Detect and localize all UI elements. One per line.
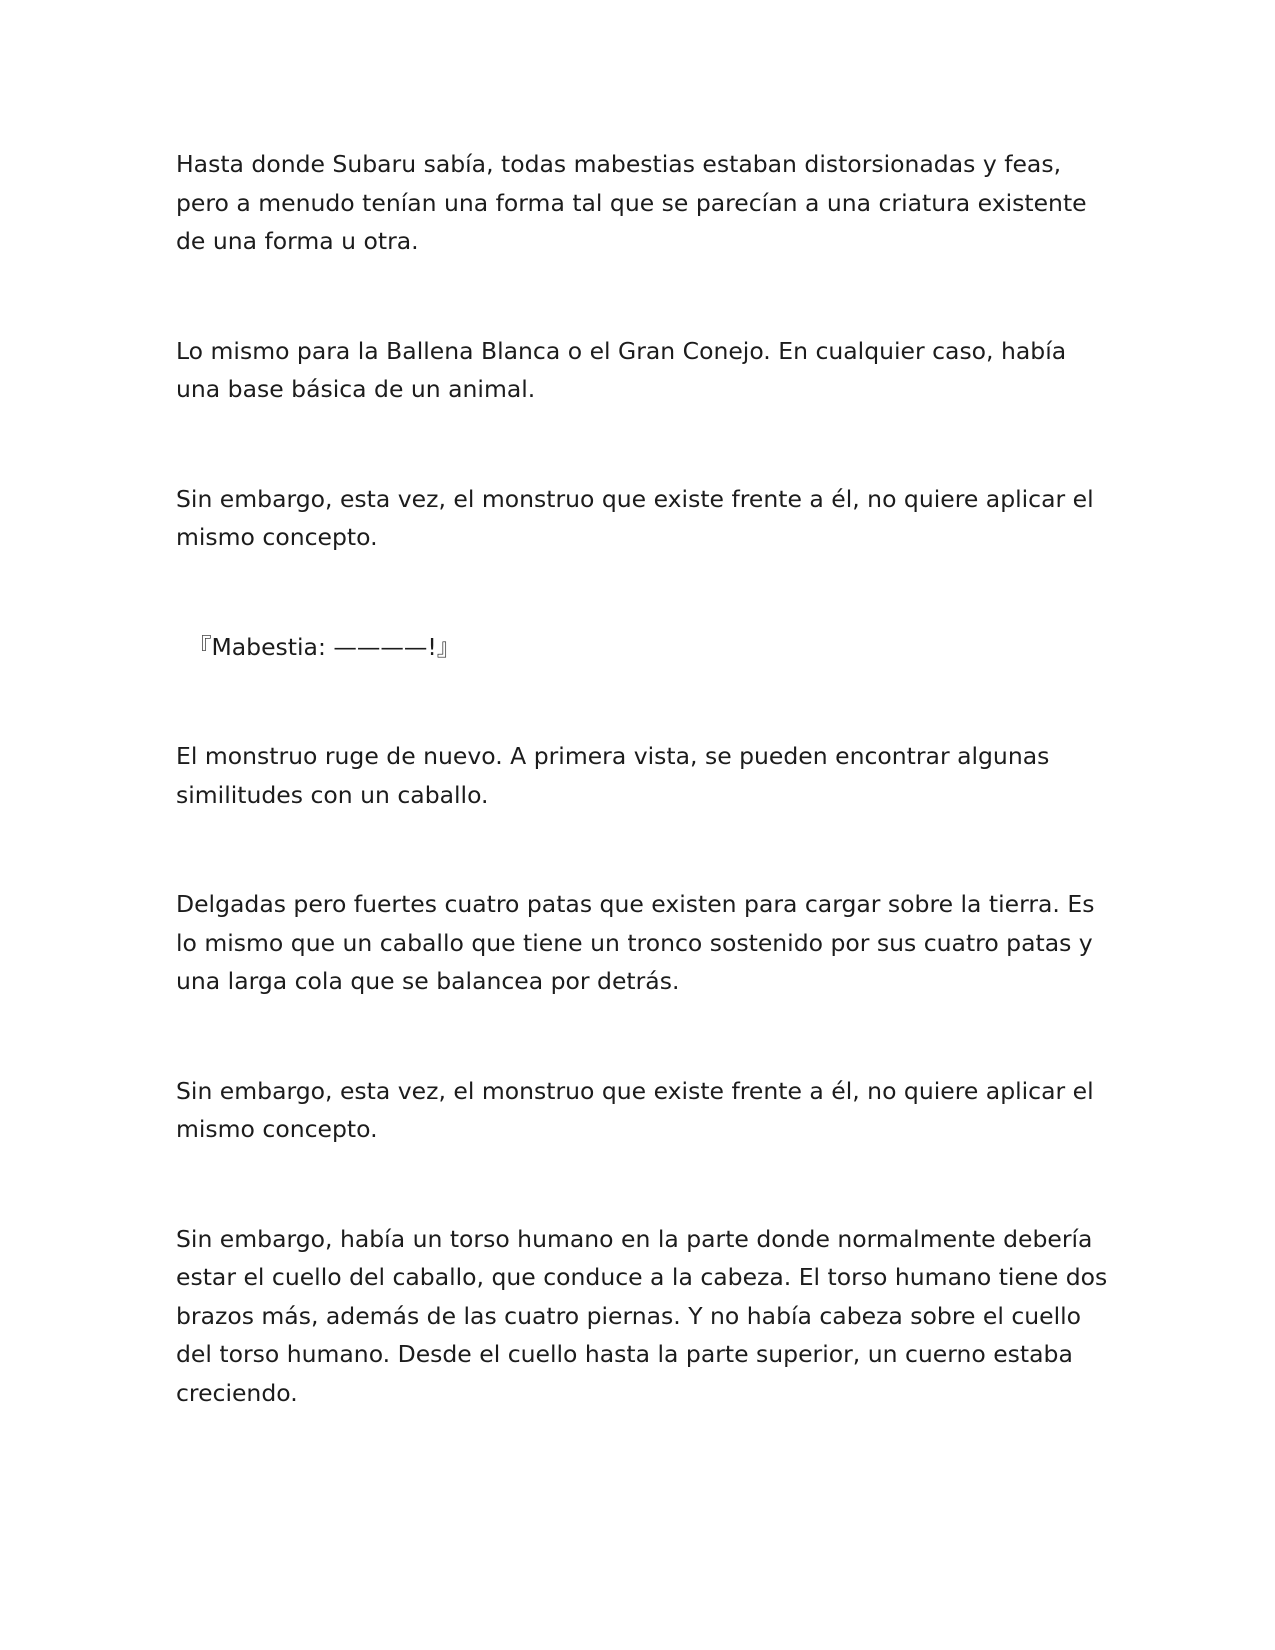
paragraph-3: Sin embargo, esta vez, el monstruo que existe frente a él, no quiere aplicar el mismo concepto.	[176, 484, 1094, 551]
paragraph-2: Lo mismo para la Ballena Blanca o el Gran Conejo. En cualquier caso, había una base básica de un animal.	[176, 336, 1067, 403]
paragraph-1: Hasta donde Subaru sabía, todas mabestias estaban distorsionadas y feas, pero a menudo tenían una forma tal que se parecían a una criatura existente de una forma u otra.	[176, 150, 1087, 255]
dialogue-line: 『Mabestia: ————!』	[188, 632, 461, 661]
text-column	[176, 145, 1116, 1412]
paragraph-5: El monstruo ruge de nuevo. A primera vista, se pueden encontrar algunas similitudes con un caballo.	[176, 742, 1050, 809]
paragraph-8: Sin embargo, había un torso humano en la parte donde normalmente debería estar el cuello del caballo, que conduce a la cabeza. El torso humano tiene dos brazos más, además de las cuatro piernas. Y no había cabeza sobre el cuello del torso humano. Desde el cuello hasta la parte superior, un cuerno estaba creciendo.	[176, 1224, 1108, 1407]
paragraph-7: Sin embargo, esta vez, el monstruo que existe frente a él, no quiere aplicar el mismo concepto.	[176, 1076, 1094, 1143]
paragraph-6: Delgadas pero fuertes cuatro patas que existen para cargar sobre la tierra. Es lo mismo que un caballo que tiene un tronco sostenido por sus cuatro patas y una larga cola que se balancea por detrás.	[176, 890, 1095, 995]
